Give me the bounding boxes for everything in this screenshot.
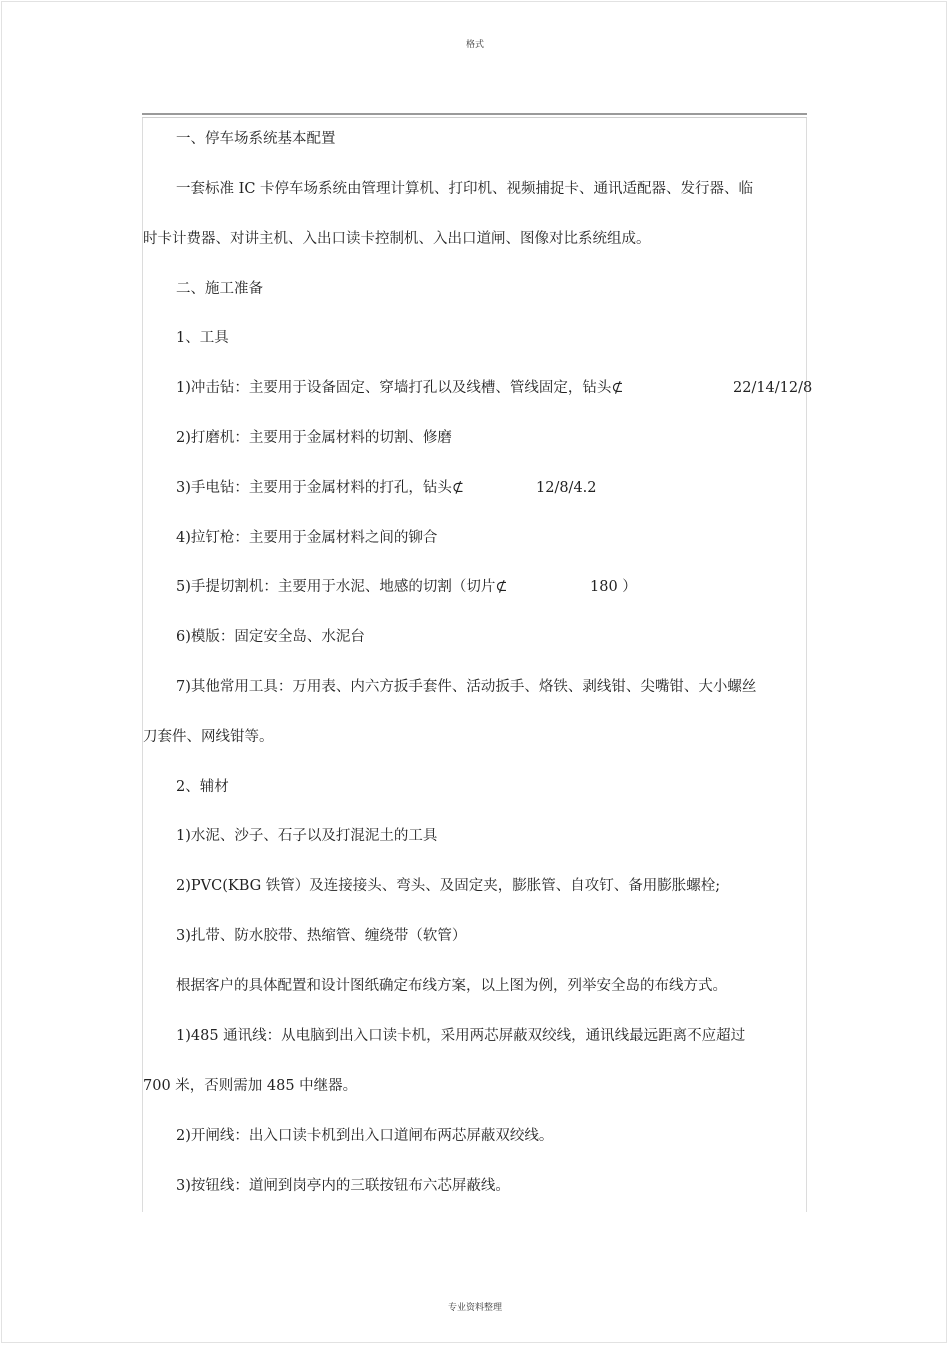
tool-item-1: 1)冲击钻：主要用于设备固定、穿墙打孔以及线槽、管线固定，钻头⊄	[176, 380, 624, 396]
tool-item-2: 2)打磨机：主要用于金属材料的切割、修磨	[176, 430, 452, 446]
section-heading-1: 一、停车场系统基本配置	[176, 131, 336, 147]
page-footer: 专业资料整理	[447, 1303, 502, 1313]
material-item-3: 3)扎带、防水胶带、热缩管、缠绕带（软管）	[176, 928, 467, 944]
tool-item-3: 3)手电钻：主要用于金属材料的打孔，钻头⊄	[176, 480, 465, 496]
material-item-2: 2)PVC(KBG 铁管）及连接接头、弯头、及固定夹，膨胀管、自攻钉、备用膨胀螺栓;	[176, 878, 721, 894]
tool-item-5-spec: 180 ）	[590, 579, 637, 595]
wiring-item-3: 3)按钮线：道闸到岗亭内的三联按钮布六芯屏蔽线。	[176, 1178, 510, 1194]
subsection-materials: 2、辅材	[176, 779, 229, 795]
paragraph-intro-cont: 时卡计费器、对讲主机、入出口读卡控制机、入出口道闸、图像对比系统组成。	[143, 231, 651, 247]
paragraph-wiring-intro: 根据客户的具体配置和设计图纸确定布线方案，以上图为例，列举安全岛的布线方式。	[176, 978, 727, 994]
tool-item-6: 6)模版：固定安全岛、水泥台	[176, 629, 365, 645]
wiring-item-1-cont: 700 米，否则需加 485 中继器。	[143, 1078, 358, 1094]
tool-item-3-spec: 12/8/4.2	[536, 480, 597, 496]
subsection-tools: 1、工具	[176, 330, 229, 346]
header-rule-thin	[142, 117, 807, 118]
tool-item-7: 7)其他常用工具：万用表、内六方扳手套件、活动扳手、烙铁、剥线钳、尖嘴钳、大小螺丝	[176, 679, 757, 695]
tool-item-1-spec: 22/14/12/8	[733, 380, 813, 396]
tool-item-4: 4)拉钉枪：主要用于金属材料之间的铆合	[176, 530, 438, 546]
header-rule	[142, 113, 807, 115]
wiring-item-1: 1)485 通讯线：从电脑到出入口读卡机，采用两芯屏蔽双绞线，通讯线最远距离不应超过	[176, 1028, 746, 1044]
section-heading-2: 二、施工准备	[176, 281, 263, 297]
wiring-item-2: 2)开闸线：出入口读卡机到出入口道闸布两芯屏蔽双绞线。	[176, 1128, 554, 1144]
material-item-1: 1)水泥、沙子、石子以及打混泥土的工具	[176, 828, 438, 844]
paragraph-intro: 一套标准 IC 卡停车场系统由管理计算机、打印机、视频捕捉卡、通讯适配器、发行器、临	[176, 181, 754, 197]
margin-line-right	[806, 118, 807, 1212]
page-header: 格式	[465, 40, 484, 50]
margin-line-left	[142, 118, 143, 1212]
tool-item-5: 5)手提切割机：主要用于水泥、地感的切割（切片⊄	[176, 579, 508, 595]
tool-item-7-cont: 刀套件、网线钳等。	[143, 729, 274, 745]
